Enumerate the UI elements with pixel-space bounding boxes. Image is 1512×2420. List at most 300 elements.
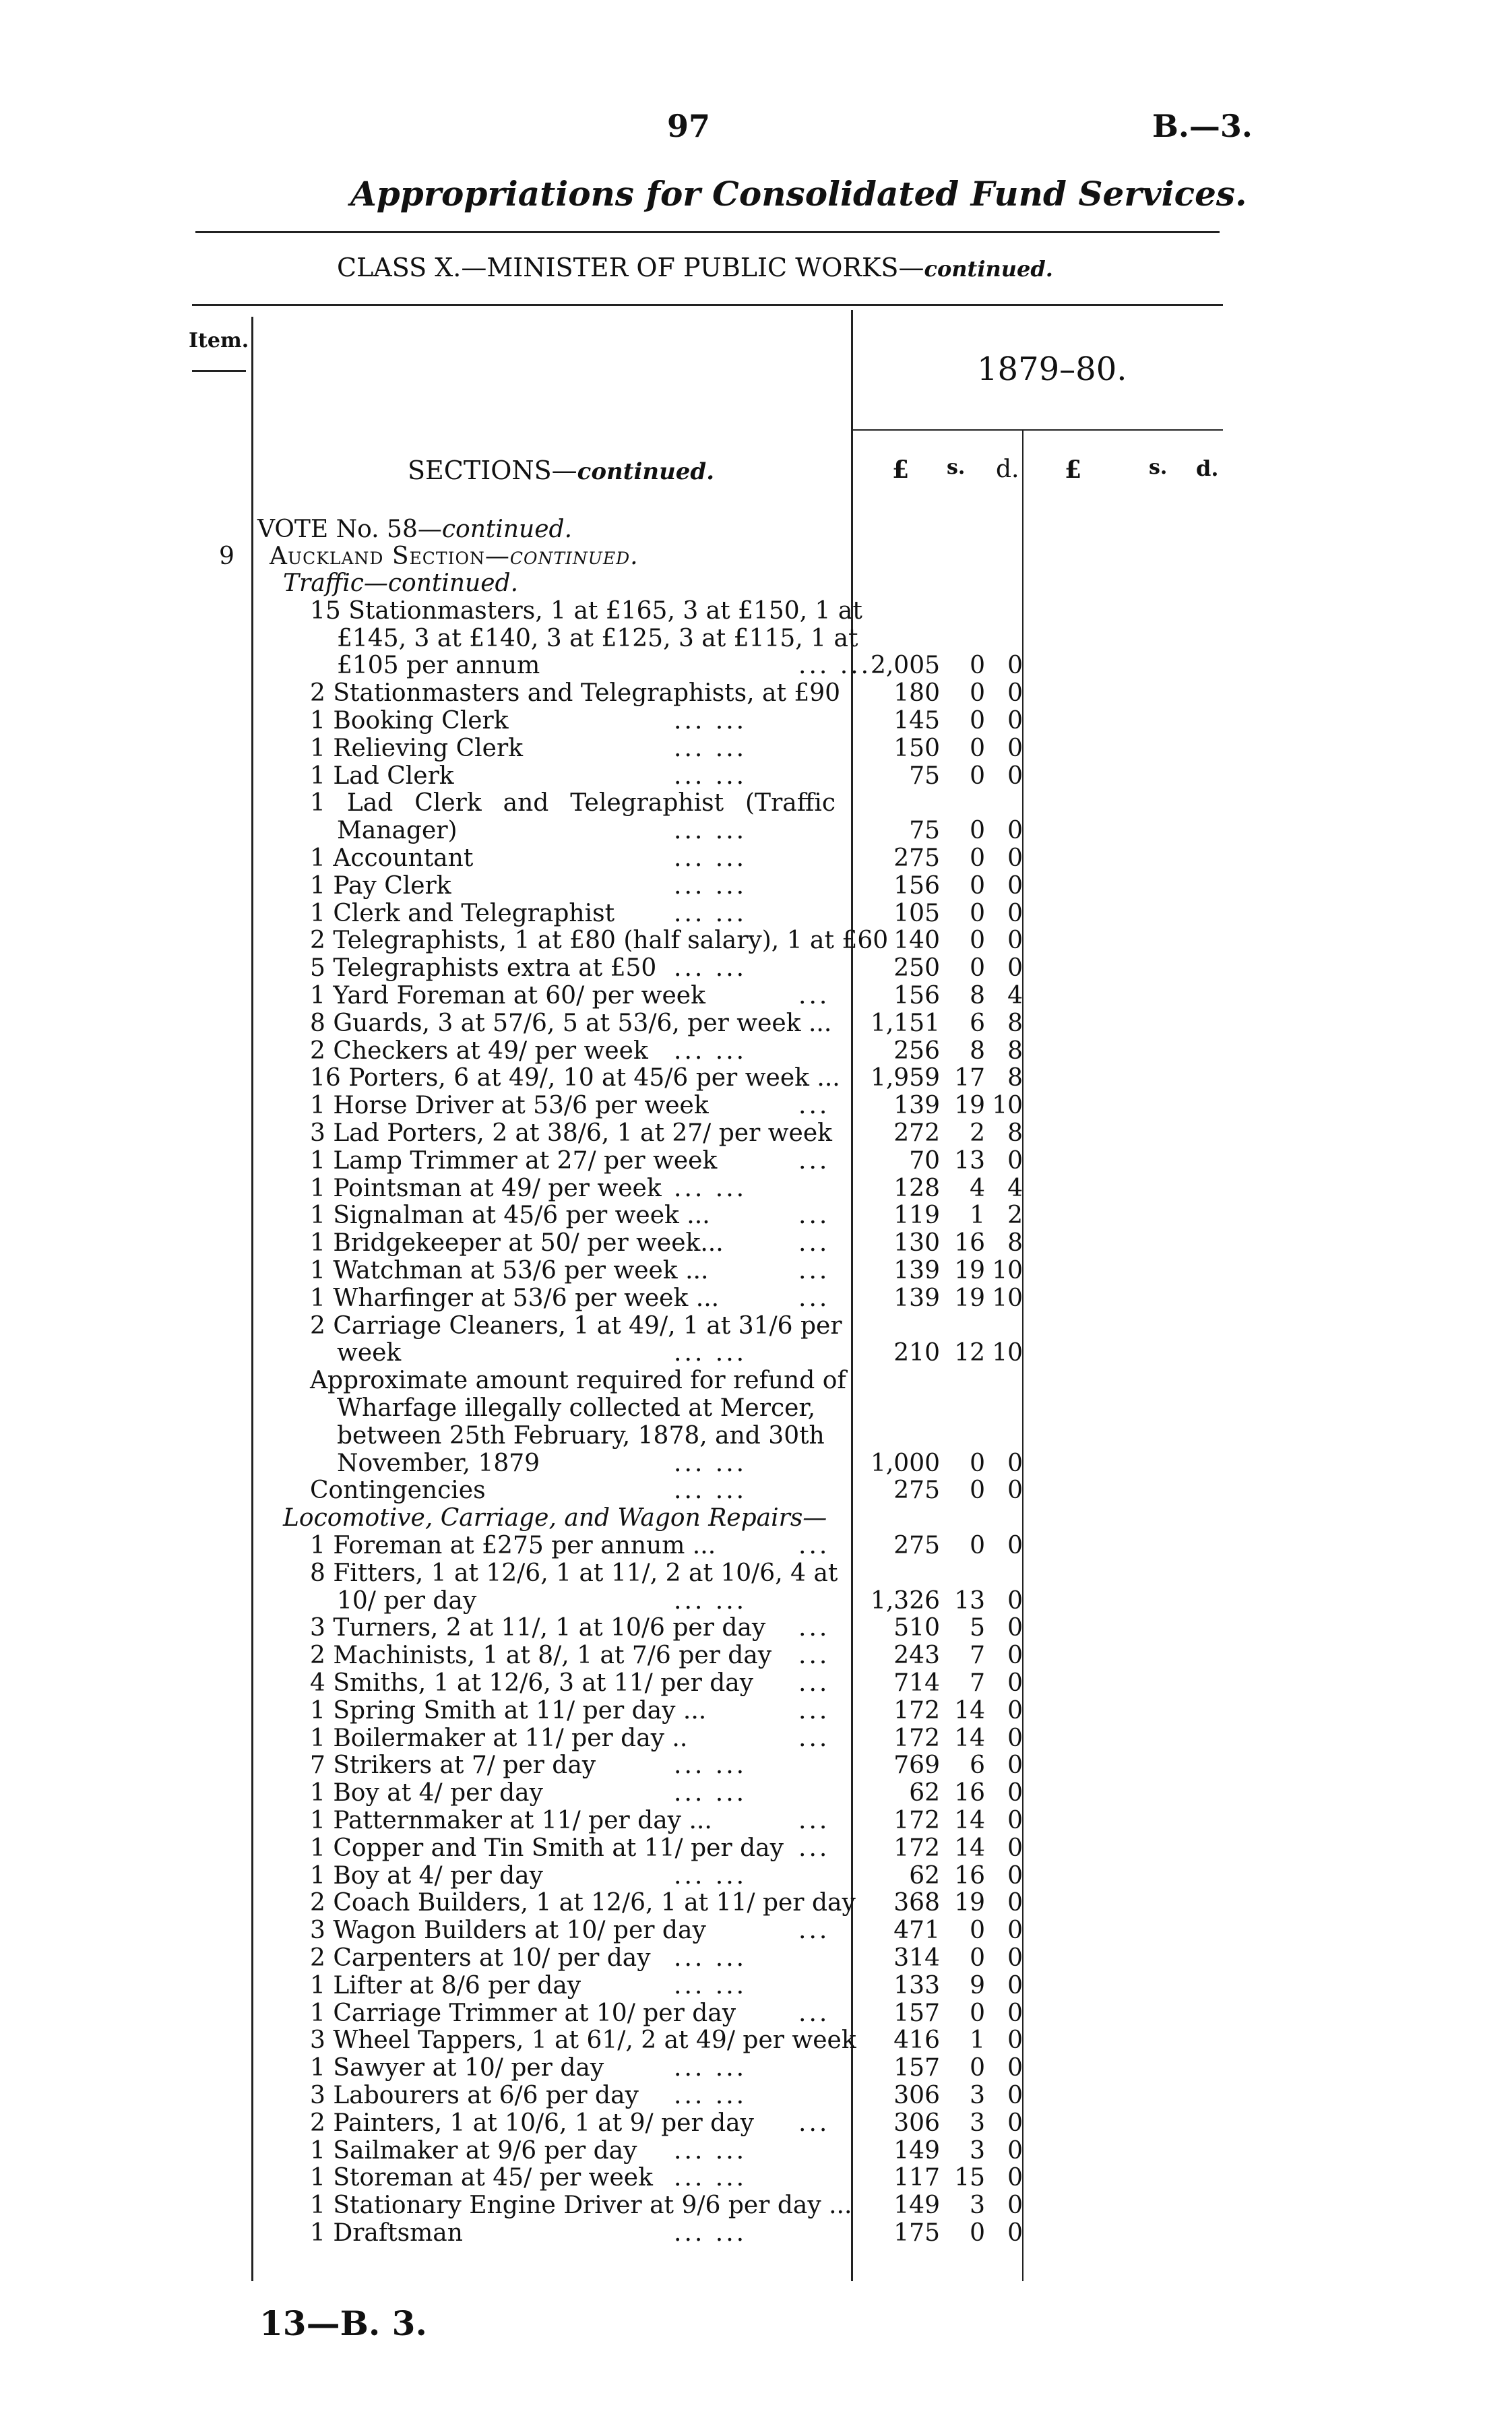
table-row	[0, 1835, 1512, 1862]
amount-shillings: 0	[970, 844, 985, 872]
leader-dots: ... ...	[674, 954, 747, 983]
leader-dots: ... ...	[674, 1971, 747, 1999]
table-row	[0, 652, 1512, 679]
table-row	[0, 1367, 1512, 1394]
leader-dots: ... ...	[674, 762, 747, 790]
year-column-header: 1879–80.	[977, 350, 1127, 388]
table-row	[0, 1092, 1512, 1119]
page-number: 97	[667, 108, 711, 144]
table-row	[0, 2220, 1512, 2247]
row-description: 1 Accountant	[310, 844, 474, 872]
row-description: Approximate amount required for refund of	[310, 1367, 846, 1395]
pounds-header-2: £	[1065, 456, 1082, 484]
amount-shillings: 0	[970, 1999, 985, 2027]
amount-pounds: 250	[893, 954, 940, 983]
table-row	[0, 790, 1512, 817]
row-description: 1 Boy at 4/ per day	[310, 1861, 543, 1890]
amount-shillings: 14	[954, 1807, 985, 1834]
table-row	[0, 2165, 1512, 2192]
row-description: 8 Fitters, 1 at 12/6, 1 at 11/, 2 at 10/6, 4 at	[310, 1559, 838, 1587]
amount-shillings: 14	[954, 1724, 985, 1752]
amount-pence: 0	[1007, 817, 1023, 845]
row-description: 1 Stationary Engine Driver at 9/6 per day ...	[310, 2192, 852, 2220]
leader-dots: ...	[798, 1202, 830, 1230]
row-description: 7 Strikers at 7/ per day	[310, 1751, 596, 1780]
amount-pounds: 1,151	[870, 1009, 940, 1037]
table-row	[0, 1202, 1512, 1229]
table-row	[0, 1780, 1512, 1807]
shillings-header: s.	[947, 456, 966, 479]
amount-shillings: 17	[954, 1064, 985, 1092]
amount-shillings: 0	[970, 1917, 985, 1945]
amount-pence: 0	[1007, 2219, 1023, 2247]
table-row	[0, 1230, 1512, 1257]
row-description: 1 Watchman at 53/6 per week ...	[310, 1257, 709, 1284]
table-row	[0, 1477, 1512, 1504]
amount-pounds: 275	[893, 844, 940, 872]
row-description: 1 Lad Clerk	[310, 762, 454, 790]
row-description: 3 Wagon Builders at 10/ per day	[310, 1917, 706, 1945]
leader-dots: ...	[798, 1146, 830, 1175]
amount-shillings: 8	[970, 1036, 985, 1065]
table-row	[0, 1588, 1512, 1615]
table-row	[0, 1313, 1512, 1340]
table-row	[0, 1973, 1512, 1999]
leader-dots: ...	[798, 2109, 830, 2137]
amount-pounds: 157	[893, 1999, 940, 2027]
row-description: 1 Sawyer at 10/ per day	[310, 2054, 604, 2082]
amount-pence: 0	[1007, 1696, 1023, 1725]
amount-pounds: 368	[893, 1889, 940, 1917]
amount-shillings: 19	[954, 1284, 985, 1312]
table-row	[0, 1807, 1512, 1834]
amount-shillings: 7	[970, 1642, 985, 1670]
amount-pence: 0	[1007, 734, 1023, 762]
amount-pence: 0	[1007, 1834, 1023, 1862]
amount-pounds: 210	[893, 1339, 940, 1367]
amount-pence: 0	[1007, 707, 1023, 735]
row-description: 1 Boilermaker at 11/ per day ..	[310, 1724, 688, 1752]
table-row	[0, 2000, 1512, 2027]
leader-dots: ...	[798, 1284, 830, 1312]
amount-pence: 4	[1007, 1174, 1023, 1202]
row-description: 1 Carriage Trimmer at 10/ per day	[310, 1999, 736, 2027]
amount-pence: 0	[1007, 762, 1023, 790]
amount-shillings: 0	[970, 2219, 985, 2247]
row-description: 1 Foreman at £275 per annum ...	[310, 1532, 716, 1559]
row-description: 1 Pointsman at 49/ per week	[310, 1174, 662, 1202]
table-row	[0, 2138, 1512, 2165]
amount-pounds: 275	[893, 1532, 940, 1559]
amount-shillings: 12	[954, 1339, 985, 1367]
vote-label: VOTE No. 58—	[257, 516, 442, 543]
amount-pence: 0	[1007, 1449, 1023, 1477]
amount-pence: 0	[1007, 1614, 1023, 1642]
amount-pounds: 75	[909, 817, 940, 845]
amount-pence: 0	[1007, 2082, 1023, 2109]
printer-signature: 13—B. 3.	[259, 2303, 427, 2343]
leader-dots: ...	[798, 1917, 830, 1945]
row-description: 3 Wheel Tappers, 1 at 61/, 2 at 49/ per week	[310, 2026, 856, 2055]
row-description: Manager)	[337, 817, 458, 845]
amount-pence: 2	[1007, 1202, 1023, 1230]
amount-pence: 10	[992, 1257, 1023, 1284]
document-reference: B.—3.	[1152, 108, 1253, 144]
amount-shillings: 3	[970, 2082, 985, 2109]
amount-pence: 0	[1007, 1669, 1023, 1697]
amount-shillings: 0	[970, 679, 985, 708]
amount-pounds: 140	[893, 927, 940, 955]
amount-shillings: 0	[970, 1477, 985, 1505]
amount-pence: 0	[1007, 1807, 1023, 1834]
amount-pounds: 157	[893, 2054, 940, 2082]
table-row	[0, 873, 1512, 900]
amount-shillings: 19	[954, 1889, 985, 1917]
amount-shillings: 16	[954, 1229, 985, 1258]
amount-shillings: 0	[970, 927, 985, 955]
amount-shillings: 1	[970, 1202, 985, 1230]
amount-pounds: 172	[893, 1834, 940, 1862]
row-description: 3 Lad Porters, 2 at 38/6, 1 at 27/ per week	[310, 1119, 832, 1147]
leader-dots: ... ...	[674, 1036, 747, 1065]
amount-shillings: 3	[970, 2192, 985, 2220]
row-description: 2 Carpenters at 10/ per day	[310, 1944, 651, 1972]
leader-dots: ... ...	[674, 1339, 747, 1367]
class-title-suffix: continued.	[924, 256, 1053, 282]
amount-pounds: 156	[893, 982, 940, 1010]
leader-dots: ...	[798, 1532, 830, 1559]
row-description: 1 Clerk and Telegraphist	[310, 899, 615, 927]
leader-dots: ...	[798, 1807, 830, 1834]
amount-shillings: 8	[970, 982, 985, 1010]
amount-pence: 0	[1007, 2109, 1023, 2137]
amount-shillings: 14	[954, 1696, 985, 1725]
table-row	[0, 2027, 1512, 2054]
amount-pence: 0	[1007, 1861, 1023, 1890]
amount-pounds: 1,000	[870, 1449, 940, 1477]
leader-dots: ... ...	[674, 1449, 747, 1477]
table-row	[0, 900, 1512, 927]
row-description: 5 Telegraphists extra at £50	[310, 954, 657, 983]
row-description: 1 Patternmaker at 11/ per day ...	[310, 1807, 712, 1834]
item-number: 9	[219, 542, 234, 570]
amount-pence: 0	[1007, 1944, 1023, 1972]
amount-shillings: 0	[970, 734, 985, 762]
amount-shillings: 13	[954, 1146, 985, 1175]
amount-pounds: 145	[893, 707, 940, 735]
amount-pounds: 510	[893, 1614, 940, 1642]
leader-dots: ...	[798, 1614, 830, 1642]
row-description: 1 Copper and Tin Smith at 11/ per day	[310, 1834, 784, 1862]
leader-dots: ... ...	[674, 1586, 747, 1615]
amount-pounds: 62	[909, 1861, 940, 1890]
amount-shillings: 6	[970, 1751, 985, 1780]
amount-pence: 10	[992, 1284, 1023, 1312]
table-row	[0, 1917, 1512, 1944]
amount-pounds: 149	[893, 2192, 940, 2220]
amount-shillings: 0	[970, 899, 985, 927]
class-title-text: CLASS X.—MINISTER OF PUBLIC WORKS—	[337, 253, 924, 282]
row-description: 2 Coach Builders, 1 at 12/6, 1 at 11/ per day	[310, 1889, 856, 1917]
table-row	[0, 625, 1512, 652]
leader-dots: ...	[798, 1669, 830, 1697]
table-row	[0, 1423, 1512, 1450]
amount-pounds: 75	[909, 762, 940, 790]
amount-shillings: 0	[970, 707, 985, 735]
year-underline	[852, 429, 1223, 431]
table-row	[0, 570, 1512, 597]
sections-header	[408, 456, 714, 485]
row-description: £105 per annum	[337, 652, 540, 680]
table-row	[0, 598, 1512, 625]
table-row	[0, 708, 1512, 735]
pounds-header: £	[892, 456, 910, 484]
leader-dots: ... ...	[674, 2219, 747, 2247]
leader-dots: ... ...	[674, 2136, 747, 2165]
amount-pounds: 149	[893, 2136, 940, 2165]
class-rule	[192, 304, 1223, 306]
table-row	[0, 1642, 1512, 1669]
amount-pounds: 150	[893, 734, 940, 762]
table-row	[0, 1560, 1512, 1587]
amount-pence: 0	[1007, 2136, 1023, 2165]
row-description: 2 Checkers at 49/ per week	[310, 1036, 648, 1065]
amount-pence: 8	[1007, 1036, 1023, 1065]
amount-pence: 0	[1007, 2192, 1023, 2220]
pence-header-2: d.	[1196, 456, 1219, 481]
amount-pence: 0	[1007, 1999, 1023, 2027]
amount-pounds: 130	[893, 1229, 940, 1258]
amount-pence: 8	[1007, 1119, 1023, 1147]
amount-shillings: 1	[970, 2026, 985, 2055]
amount-pence: 0	[1007, 927, 1023, 955]
amount-shillings: 15	[954, 2164, 985, 2192]
leader-dots: ... ...	[674, 817, 747, 845]
table-row	[0, 1450, 1512, 1477]
table-row	[0, 1698, 1512, 1725]
amount-shillings: 16	[954, 1779, 985, 1807]
leader-dots: ... ...	[674, 871, 747, 900]
table-row	[0, 1863, 1512, 1890]
leader-dots: ... ...	[674, 1861, 747, 1890]
table-row	[0, 1010, 1512, 1037]
amount-pence: 8	[1007, 1009, 1023, 1037]
row-description: 1 Yard Foreman at 60/ per week	[310, 982, 705, 1010]
row-description: 1 Bridgekeeper at 50/ per week...	[310, 1229, 724, 1258]
amount-pounds: 306	[893, 2082, 940, 2109]
amount-pounds: 119	[893, 1202, 940, 1230]
table-row	[0, 2055, 1512, 2082]
amount-pounds: 471	[893, 1917, 940, 1945]
pence-header: d.	[996, 456, 1019, 483]
leader-dots: ... ...	[674, 1477, 747, 1505]
amount-pounds: 180	[893, 679, 940, 708]
amount-pence: 0	[1007, 1917, 1023, 1945]
vote-heading-row	[0, 516, 1512, 543]
amount-pence: 0	[1007, 679, 1023, 708]
row-description: Traffic—continued.	[283, 569, 519, 597]
amount-pence: 0	[1007, 954, 1023, 983]
row-description: 15 Stationmasters, 1 at £165, 3 at £150, 1 at	[310, 596, 862, 625]
amount-shillings: 4	[970, 1174, 985, 1202]
leader-dots: ... ...	[674, 899, 747, 927]
row-description: 2 Stationmasters and Telegraphists, at £90	[310, 679, 841, 708]
amount-pounds: 105	[893, 899, 940, 927]
section-suffix: continued.	[509, 542, 639, 570]
amount-pence: 0	[1007, 1779, 1023, 1807]
row-description: Contingencies	[310, 1477, 486, 1505]
amount-pounds: 172	[893, 1807, 940, 1834]
amount-pounds: 70	[909, 1146, 940, 1175]
sections-header-text: SECTIONS—	[408, 456, 577, 485]
row-description: Locomotive, Carriage, and Wagon Repairs—	[283, 1504, 827, 1532]
table-row	[0, 1890, 1512, 1917]
amount-shillings: 7	[970, 1669, 985, 1697]
table-row	[0, 1258, 1512, 1284]
amount-pounds: 128	[893, 1174, 940, 1202]
amount-shillings: 0	[970, 1944, 985, 1972]
leader-dots: ... ...	[674, 1174, 747, 1202]
row-description: 1 Boy at 4/ per day	[310, 1779, 543, 1807]
amount-pence: 0	[1007, 2054, 1023, 2082]
amount-pounds: 306	[893, 2109, 940, 2137]
table-row	[0, 1945, 1512, 1972]
amount-pounds: 256	[893, 1036, 940, 1065]
amount-pence: 0	[1007, 1642, 1023, 1670]
amount-shillings: 0	[970, 817, 985, 845]
row-description: 2 Painters, 1 at 10/6, 1 at 9/ per day	[310, 2109, 754, 2137]
amount-pence: 0	[1007, 2164, 1023, 2192]
leader-dots: ...	[798, 982, 830, 1010]
table-row	[0, 1505, 1512, 1532]
amount-shillings: 6	[970, 1009, 985, 1037]
amount-pounds: 1,326	[870, 1586, 940, 1615]
amount-shillings: 3	[970, 2136, 985, 2165]
row-description: 1 Spring Smith at 11/ per day ...	[310, 1696, 707, 1725]
table-row	[0, 2192, 1512, 2219]
amount-pounds: 172	[893, 1724, 940, 1752]
amount-pounds: 272	[893, 1119, 940, 1147]
amount-shillings: 0	[970, 871, 985, 900]
heading-rule	[195, 231, 1220, 233]
leader-dots: ...	[798, 1257, 830, 1284]
table-row	[0, 1285, 1512, 1312]
amount-pounds: 416	[893, 2026, 940, 2055]
table-row	[0, 2082, 1512, 2109]
amount-pounds: 156	[893, 871, 940, 900]
amount-pence: 0	[1007, 1146, 1023, 1175]
leader-dots: ... ...	[674, 2082, 747, 2109]
table-row	[0, 1670, 1512, 1697]
amount-pence: 0	[1007, 1477, 1023, 1505]
amount-shillings: 0	[970, 1532, 985, 1559]
item-column-header: Item.	[189, 329, 249, 352]
amount-pounds: 139	[893, 1257, 940, 1284]
item-underline	[192, 370, 246, 372]
amount-shillings: 9	[970, 1971, 985, 1999]
amount-pence: 0	[1007, 1586, 1023, 1615]
leader-dots: ...	[798, 1696, 830, 1725]
table-row	[0, 1120, 1512, 1147]
table-row	[0, 1340, 1512, 1367]
amount-pounds: 714	[893, 1669, 940, 1697]
amount-pence: 4	[1007, 982, 1023, 1010]
amount-pounds: 275	[893, 1477, 940, 1505]
table-row	[0, 1725, 1512, 1752]
class-title	[337, 253, 1053, 282]
row-description: week	[337, 1339, 402, 1367]
table-row	[0, 955, 1512, 982]
row-description: 8 Guards, 3 at 57/6, 5 at 53/6, per week ...	[310, 1009, 832, 1037]
leader-dots: ... ...	[674, 844, 747, 872]
amount-pence: 0	[1007, 1532, 1023, 1559]
vote-heading	[257, 516, 572, 543]
leader-dots: ...	[798, 1229, 830, 1258]
amount-shillings: 3	[970, 2109, 985, 2137]
table-row	[0, 983, 1512, 1010]
amount-shillings: 0	[970, 652, 985, 680]
table-row	[0, 1532, 1512, 1559]
amount-pounds: 139	[893, 1284, 940, 1312]
amount-shillings: 0	[970, 954, 985, 983]
amount-pounds: 133	[893, 1971, 940, 1999]
amount-shillings: 16	[954, 1861, 985, 1890]
row-description: 1 Booking Clerk	[310, 707, 509, 735]
section-heading-row	[0, 543, 1512, 570]
amount-pence: 0	[1007, 899, 1023, 927]
amount-shillings: 14	[954, 1834, 985, 1862]
leader-dots: ... ...	[674, 1751, 747, 1780]
shillings-header-2: s.	[1149, 456, 1168, 479]
row-description: 16 Porters, 6 at 49/, 10 at 45/6 per week ...	[310, 1064, 840, 1092]
row-description: 1 Horse Driver at 53/6 per week	[310, 1092, 709, 1120]
row-description: 10/ per day	[337, 1586, 477, 1615]
amount-pence: 0	[1007, 1971, 1023, 1999]
amount-shillings: 19	[954, 1257, 985, 1284]
leader-dots: ... ...	[798, 652, 872, 680]
row-description: 1 Lad Clerk and Telegraphist (Traffic	[310, 789, 836, 817]
leader-dots: ... ...	[674, 1944, 747, 1972]
amount-pounds: 769	[893, 1751, 940, 1780]
amount-pence: 0	[1007, 871, 1023, 900]
amount-shillings: 19	[954, 1092, 985, 1120]
row-description: 1 Relieving Clerk	[310, 734, 524, 762]
row-description: 3 Labourers at 6/6 per day	[310, 2082, 639, 2109]
row-description: 1 Storeman at 45/ per week	[310, 2164, 653, 2192]
amount-shillings: 0	[970, 2054, 985, 2082]
table-row	[0, 817, 1512, 844]
leader-dots: ... ...	[674, 707, 747, 735]
amount-pence: 8	[1007, 1229, 1023, 1258]
amount-pounds: 172	[893, 1696, 940, 1725]
amount-pounds: 175	[893, 2219, 940, 2247]
amount-shillings: 13	[954, 1586, 985, 1615]
table-row	[0, 680, 1512, 707]
table-row	[0, 1752, 1512, 1779]
leader-dots: ...	[798, 1834, 830, 1862]
leader-dots: ... ...	[674, 2054, 747, 2082]
row-description: 1 Sailmaker at 9/6 per day	[310, 2136, 637, 2165]
row-description: 2 Telegraphists, 1 at £80 (half salary), 1 at £60	[310, 927, 889, 955]
leader-dots: ...	[798, 1092, 830, 1120]
amount-pounds: 1,959	[870, 1064, 940, 1092]
row-description: 1 Pay Clerk	[310, 871, 451, 900]
amount-shillings: 0	[970, 1449, 985, 1477]
leader-dots: ...	[798, 1642, 830, 1670]
table-row	[0, 927, 1512, 954]
row-description: 1 Lamp Trimmer at 27/ per week	[310, 1146, 718, 1175]
table-row	[0, 2110, 1512, 2137]
